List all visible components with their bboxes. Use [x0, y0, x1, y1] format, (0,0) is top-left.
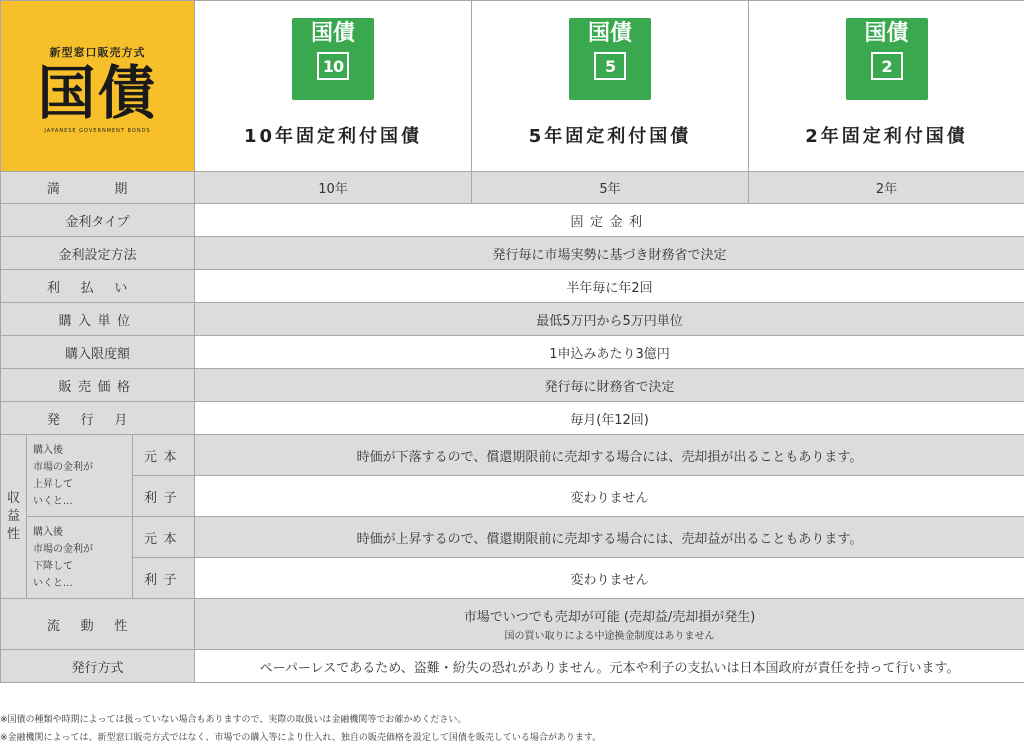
bond-badge-icon: [292, 18, 374, 100]
row-value: 最低5万円から5万円単位: [195, 303, 1024, 336]
falling-condition: 購入後 市場の金利が 下降して いくと...: [27, 517, 133, 599]
liquidity-value-cell: [195, 599, 1024, 650]
maturity-10yr: 10年: [195, 172, 472, 204]
row-value: 固定金利: [195, 204, 1024, 237]
profitability-label: 収 益 性: [1, 435, 27, 599]
logo-block: [1, 1, 195, 172]
liquidity-row: [1, 599, 1024, 650]
badge-label: 国債: [311, 21, 356, 46]
bond-title: 10年固定利付国債: [244, 126, 423, 147]
maturity-5yr: 5年: [472, 172, 749, 204]
row-value: 毎月(年12回): [195, 402, 1024, 435]
purchase-unit-row: [1, 303, 1024, 336]
logo-english: JAPANESE GOVERNMENT BONDS: [44, 128, 151, 134]
row-label: 流動性: [1, 599, 195, 650]
falling-interest-value: 変わりません: [195, 558, 1024, 599]
bond-header-2yr: [749, 1, 1024, 172]
profit-falling-principal-row: [1, 517, 1024, 558]
row-value: 半年毎に年2回: [195, 270, 1024, 303]
liquidity-value: 市場でいつでも売却が可能 (売却益/売却損が発生): [463, 610, 756, 625]
footnote: ※金融機関によっては、新型窓口販売方式ではなく、市場での購入等により仕入れ、独自の販売価格を設定して国債を販売している場合があります。: [0, 733, 602, 743]
footnote: ※国債の種類や時期によっては扱っていない場合もありますので、実際の取扱いは金融機関等でお確かめください。: [0, 715, 467, 725]
row-label: 金利設定方法: [1, 237, 195, 270]
rising-interest-value: 変わりません: [195, 476, 1024, 517]
row-value: 発行毎に財務省で決定: [195, 369, 1024, 402]
sale-price-row: [1, 369, 1024, 402]
maturity-2yr: 2年: [749, 172, 1024, 204]
row-value: ペーパーレスであるため、盗難・紛失の恐れがありません。元本や利子の支払いは日本国政府が責任を持って行います。: [195, 650, 1024, 683]
rate-method-row: [1, 237, 1024, 270]
badge-label: 国債: [864, 21, 909, 46]
row-label: 利払い: [1, 270, 195, 303]
principal-label: 元本: [133, 435, 195, 476]
row-label: 満 期: [1, 172, 195, 204]
profit-falling-interest-row: [1, 558, 1024, 599]
interest-label: 利子: [133, 476, 195, 517]
row-label: 購入単位: [1, 303, 195, 336]
row-value: 発行毎に市場実勢に基づき財務省で決定: [195, 237, 1024, 270]
rate-type-row: [1, 204, 1024, 237]
bond-title: 2年固定利付国債: [805, 126, 968, 147]
rising-condition: 購入後 市場の金利が 上昇して いくと...: [27, 435, 133, 517]
principal-label: 元本: [133, 517, 195, 558]
row-label: 金利タイプ: [1, 204, 195, 237]
interest-payment-row: [1, 270, 1024, 303]
logo-subtitle: 新型窓口販売方式: [49, 46, 146, 59]
badge-number: 5: [594, 52, 626, 80]
bond-title: 5年固定利付国債: [528, 126, 692, 147]
row-label: 販売価格: [1, 369, 195, 402]
maturity-row: [1, 172, 1024, 204]
purchase-limit-row: [1, 336, 1024, 369]
logo-main-text: 国債: [37, 59, 158, 127]
liquidity-note: 国の買い取りによる中途換金制度はありません: [504, 631, 715, 642]
rising-principal-value: 時価が下落するので、償還期限前に売却する場合には、売却損が出ることもあります。: [195, 435, 1024, 476]
row-label: 発行月: [1, 402, 195, 435]
issuance-row: [1, 650, 1024, 683]
row-value: 1申込みあたり3億円: [195, 336, 1024, 369]
row-label: 購入限度額: [1, 336, 195, 369]
badge-number: 10: [317, 52, 349, 80]
bond-badge-icon: [846, 18, 928, 100]
falling-principal-value: 時価が上昇するので、償還期限前に売却する場合には、売却益が出ることもあります。: [195, 517, 1024, 558]
bond-badge-icon: [569, 18, 651, 100]
profit-rising-interest-row: [1, 476, 1024, 517]
issue-month-row: [1, 402, 1024, 435]
badge-number: 2: [871, 52, 903, 80]
header-row: [1, 1, 1024, 172]
bond-header-10yr: [195, 1, 472, 172]
interest-label: 利子: [133, 558, 195, 599]
badge-label: 国債: [588, 21, 633, 46]
bond-header-5yr: [472, 1, 749, 172]
row-label: 発行方式: [1, 650, 195, 683]
profit-rising-principal-row: [1, 435, 1024, 476]
